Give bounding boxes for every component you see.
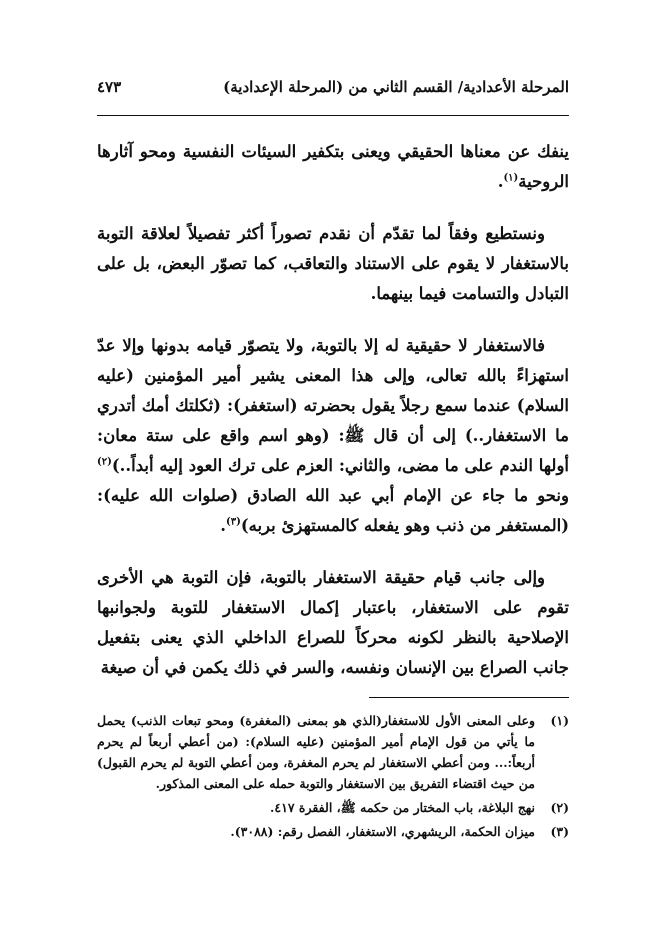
paragraph-3-text-b: ونحو ما جاء عن الإمام أبي عبد الله الصادق (صلوات الله عليه): (المستغفر من ذنب وهو يفعله كالمستهزئ بربه) <box>97 486 569 535</box>
footnote-ref-3[interactable]: (٣) <box>225 516 241 528</box>
paragraph-3 <box>97 331 569 541</box>
paragraph-3-end: . <box>220 516 226 535</box>
paragraph-4-text: وإلى جانب قيام حقيقة الاستغفار بالتوبة، فإن التوبة هي الأخرى تقوم على الاستغفار، باعتبار إكمال الاستغفار للتوبة ولجوانبها الإصلاحية بالنظر لكونه محركاً للصراع الداخلي الذي يعنى بتفعيل جانب الصراع بين الإنسان ونفسه، والسر في ذلك يكمن في أن صيغة <box>97 568 569 677</box>
paragraph-2 <box>97 219 569 309</box>
footnote-text: ميزان الحكمة، الريشهري، الاستغفار، الفصل رقم: (٣٠٨٨). <box>230 824 535 839</box>
footnote-number: (١) <box>550 713 569 728</box>
running-header <box>97 70 569 104</box>
header-title: المرحلة الأعدادية/ القسم الثاني من (المرحلة الإعدادية) <box>223 78 569 96</box>
paragraph-3-text-a: فالاستغفار لا حقيقية له إلا بالتوبة، ولا يتصوّر قيامه بدونها وإلا عدّ استهزاءً بالله تعالى، وإلى هذا المعنى يشير أمير المؤمنين (عليه السلام) عندما سمع رجلاً يقول بحضرته (استغفر): (ثكلتك أمك أتدري ما الاستغفار..) إلى أن قال ﷺ: (وهو اسم واقع على ستة معان: أولها الندم على ما مضى، والثاني: العزم على ترك العود إليه أبداً..) <box>97 336 569 475</box>
paragraph-4 <box>97 563 569 683</box>
footnote-1 <box>97 710 569 794</box>
footnotes <box>97 710 569 845</box>
footnote-ref-1[interactable]: (١) <box>503 172 519 184</box>
footnote-text: وعلى المعنى الأول للاستغفار(الذي هو بمعنى (المغفرة) ومحو تبعات الذنب) يحمل ما يأتي من قول الإمام أمير المؤمنين (عليه السلام): (من أعطي أربعاً لم يحرم أربعاً:... ومن أعطي الاستغفار لم يحرم المغفرة، ومن أعطي التوبة لم يحرم القبول) من حيث اقتضاء التفريق بين الاستغفار والتوبة حمله على المعنى المذكور. <box>97 713 535 791</box>
footnote-number: (٣) <box>550 824 569 839</box>
header-divider <box>97 115 569 116</box>
footnote-3 <box>97 821 569 842</box>
paragraph-1 <box>97 137 569 197</box>
footnote-2 <box>97 797 569 818</box>
paragraph-1-end: . <box>497 172 504 191</box>
main-text <box>97 137 569 705</box>
footnote-number: (٢) <box>550 800 569 815</box>
page-number: ٤٧٣ <box>97 78 122 96</box>
paragraph-2-text: ونستطيع وفقاً لما تقدّم أن نقدم تصوراً أكثر تفصيلاً لعلاقة التوبة بالاستغفار لا يقوم على الاستناد والتعاقب، كما تصوّر البعض، بل على التبادل والتسامت فيما بينهما. <box>97 224 569 303</box>
document-page <box>97 0 569 945</box>
footnote-text: نهج البلاغة، باب المختار من حكمه ﷺ، الفقرة ٤١٧. <box>270 800 535 815</box>
footnote-divider <box>369 697 569 698</box>
footnote-ref-2[interactable]: (٢) <box>97 456 112 468</box>
paragraph-1-text: ينفك عن معناها الحقيقي ويعنى بتكفير السيئات النفسية ومحو آثارها الروحية <box>97 142 569 191</box>
